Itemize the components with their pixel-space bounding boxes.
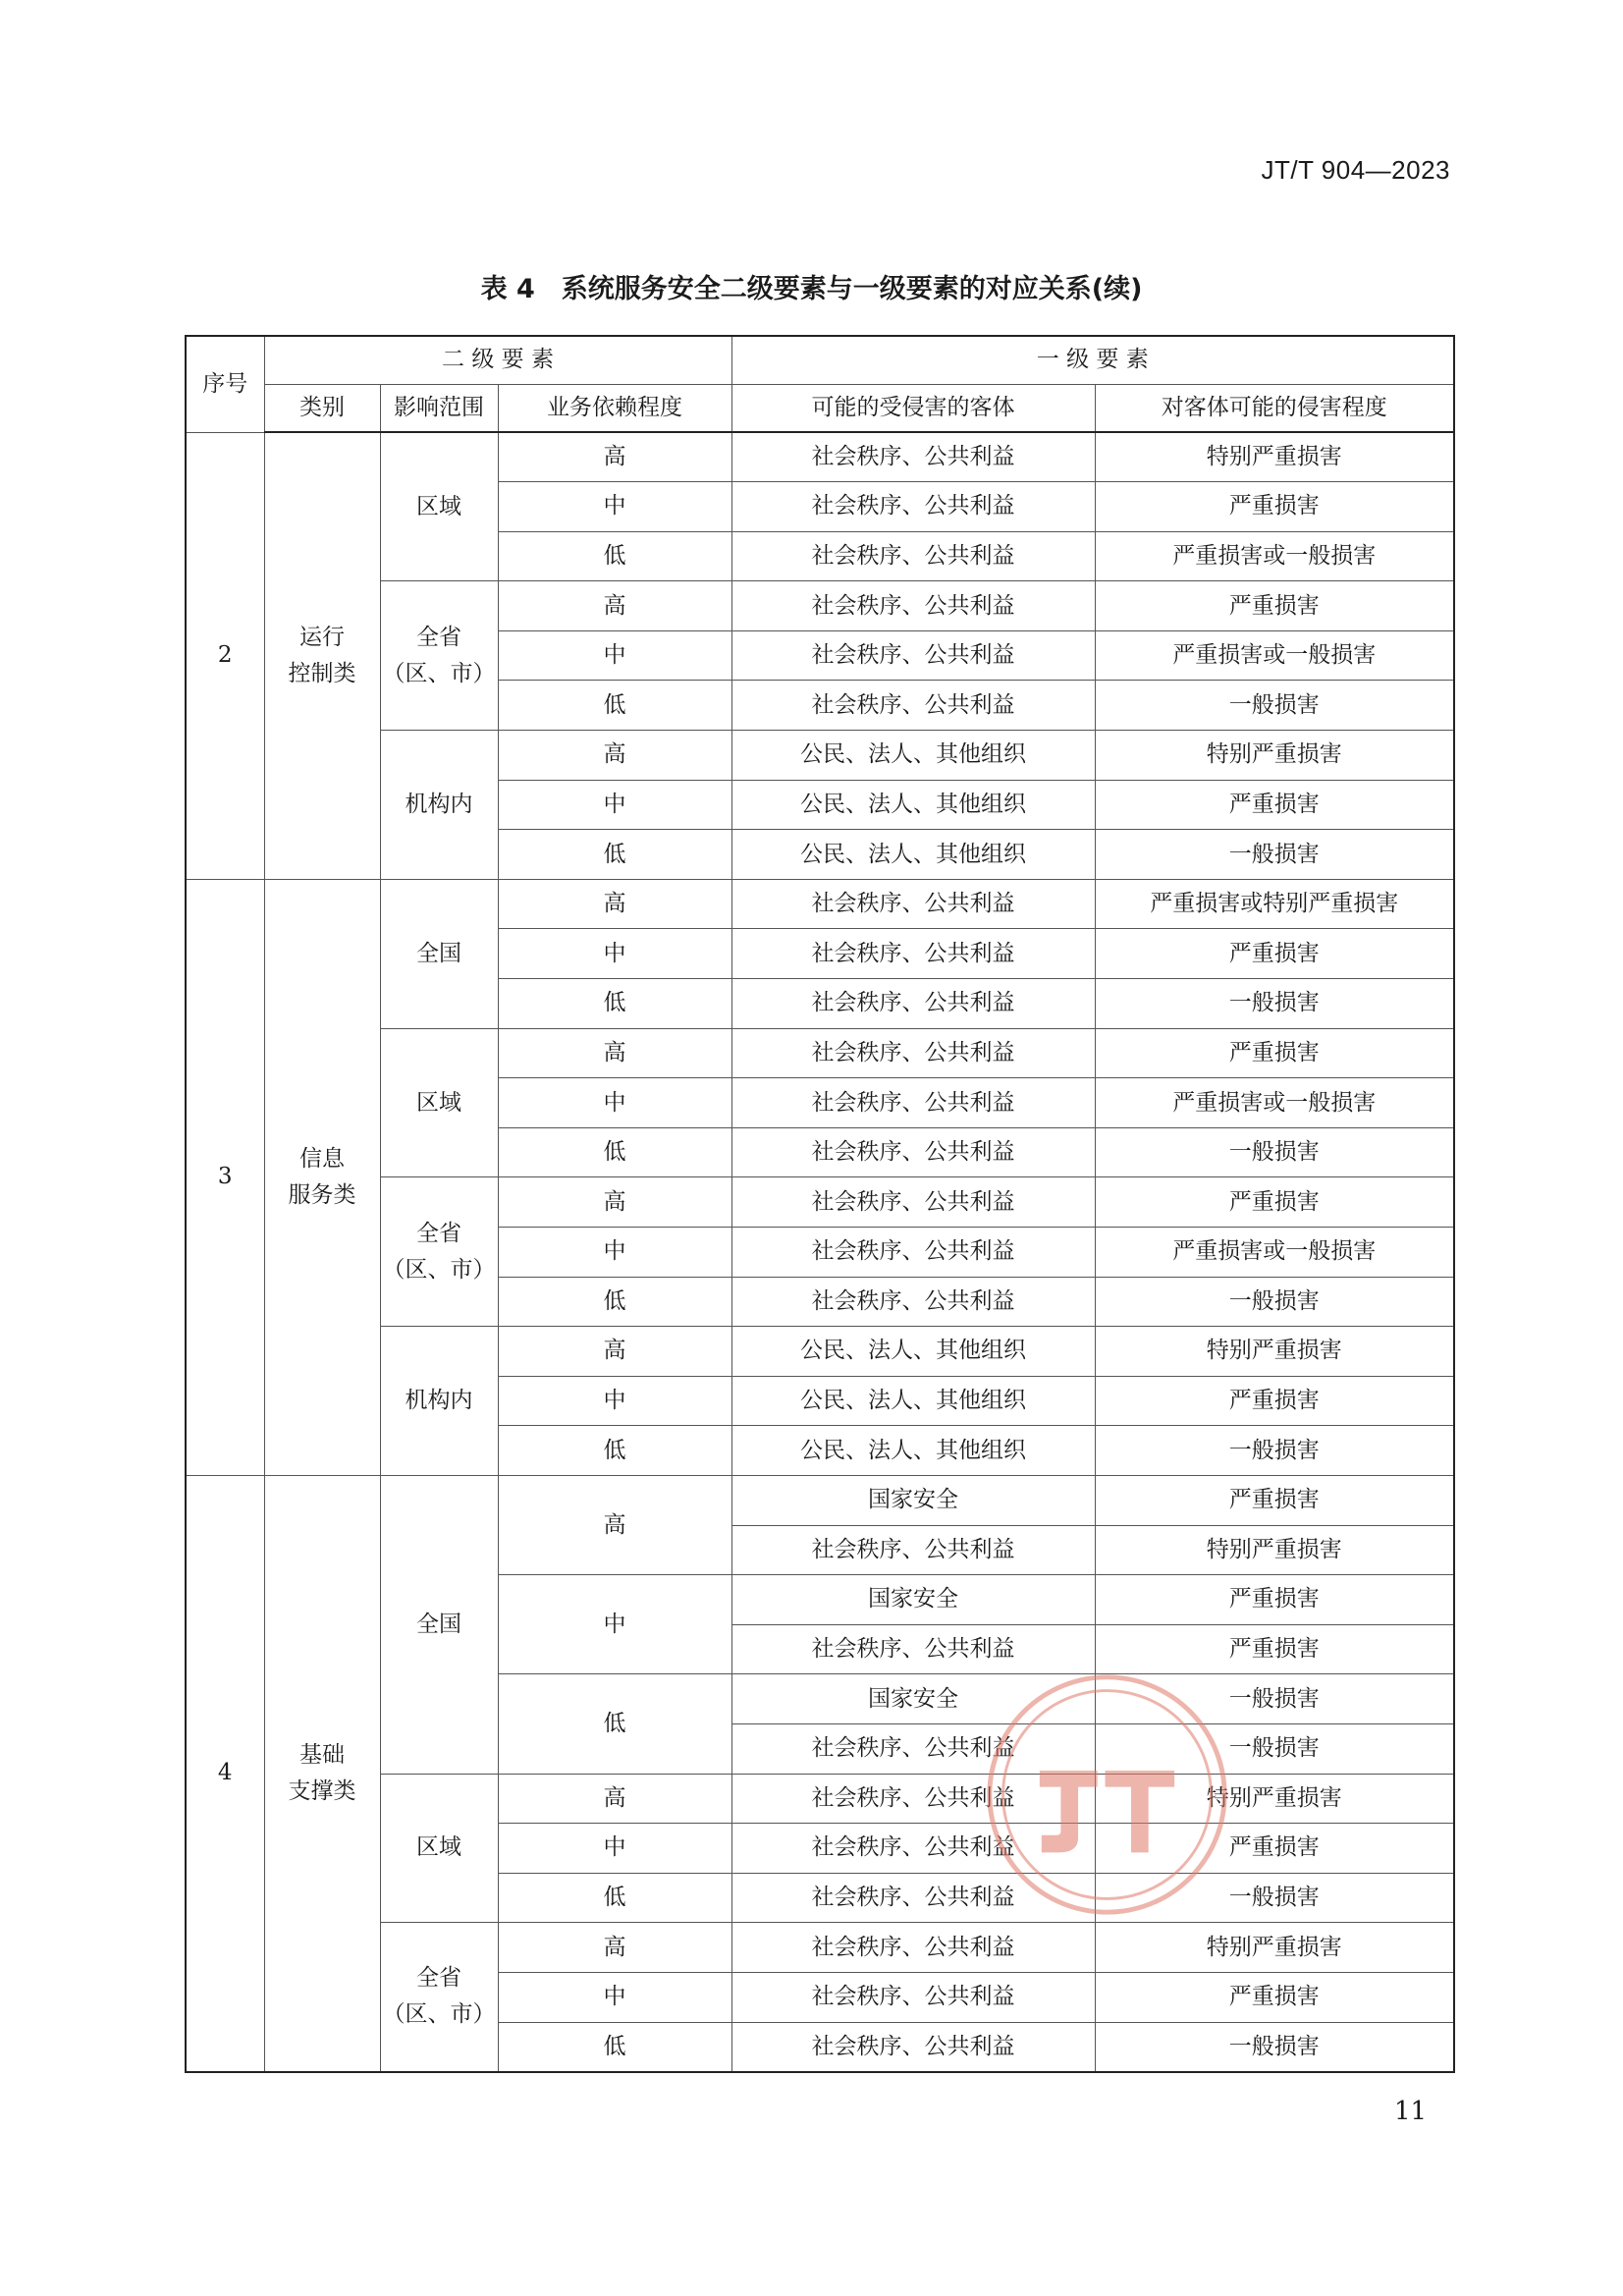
object-cell: 社会秩序、公共利益	[731, 681, 1095, 731]
table-body	[186, 432, 1454, 2072]
dependency-cell: 高	[498, 1177, 731, 1228]
degree-cell: 严重损害	[1095, 1972, 1454, 2022]
dependency-cell: 中	[498, 1972, 731, 2022]
header-category: 类别	[264, 384, 380, 432]
scope-line: 区域	[416, 1834, 461, 1861]
category-line: 信息	[299, 1145, 345, 1172]
object-cell: 社会秩序、公共利益	[731, 1723, 1095, 1774]
element-mapping-table	[185, 335, 1455, 2073]
object-cell: 社会秩序、公共利益	[731, 1824, 1095, 1874]
scope-line: 全国	[416, 940, 461, 966]
dependency-cell: 低	[498, 1426, 731, 1476]
scope-cell	[380, 432, 498, 581]
object-cell: 公民、法人、其他组织	[731, 830, 1095, 880]
scope-cell	[380, 1475, 498, 1774]
dependency-cell: 中	[498, 780, 731, 830]
scope-line: 全省	[416, 624, 461, 650]
dependency-cell: 低	[498, 681, 731, 731]
dependency-cell: 高	[498, 1327, 731, 1377]
dependency-cell: 低	[498, 2022, 731, 2072]
dependency-cell: 低	[498, 1674, 731, 1774]
dependency-cell: 低	[498, 531, 731, 581]
header-dependency: 业务依赖程度	[498, 384, 731, 432]
dependency-cell: 低	[498, 830, 731, 880]
scope-line: 全省	[416, 1220, 461, 1246]
scope-line: 区域	[416, 1089, 461, 1116]
object-cell: 公民、法人、其他组织	[731, 1426, 1095, 1476]
object-cell: 社会秩序、公共利益	[731, 929, 1095, 979]
category-line: 运行	[299, 624, 345, 650]
degree-cell: 一般损害	[1095, 2022, 1454, 2072]
degree-cell: 严重损害	[1095, 1824, 1454, 1874]
object-cell: 社会秩序、公共利益	[731, 531, 1095, 581]
dependency-cell: 高	[498, 1923, 731, 1973]
dependency-cell: 中	[498, 1376, 731, 1426]
degree-cell: 严重损害或一般损害	[1095, 1228, 1454, 1278]
degree-cell: 一般损害	[1095, 1127, 1454, 1177]
object-cell: 社会秩序、公共利益	[731, 1873, 1095, 1923]
category-cell	[264, 432, 380, 879]
degree-cell: 特别严重损害	[1095, 1774, 1454, 1824]
degree-cell: 严重损害	[1095, 1624, 1454, 1674]
header-row-columns	[186, 384, 1454, 432]
object-cell: 公民、法人、其他组织	[731, 1376, 1095, 1426]
dependency-cell: 高	[498, 1774, 731, 1824]
header-secondary-elements: 二 级 要 素	[264, 336, 731, 384]
category-line: 控制类	[288, 660, 356, 686]
object-cell: 社会秩序、公共利益	[731, 1228, 1095, 1278]
category-cell	[264, 879, 380, 1475]
seq-cell: 2	[186, 432, 264, 879]
table-row	[186, 1475, 1454, 1525]
seq-cell: 4	[186, 1475, 264, 2071]
dependency-cell: 中	[498, 1078, 731, 1128]
dependency-cell: 高	[498, 1475, 731, 1574]
table-title: 表 4 系统服务安全二级要素与一级要素的对应关系(续)	[480, 274, 1143, 304]
dependency-cell: 高	[498, 879, 731, 929]
dependency-cell: 中	[498, 1575, 731, 1674]
document-code: JT/T 904—2023	[1261, 155, 1450, 185]
object-cell: 公民、法人、其他组织	[731, 1327, 1095, 1377]
degree-cell: 一般损害	[1095, 1873, 1454, 1923]
object-cell: 社会秩序、公共利益	[731, 2022, 1095, 2072]
object-cell: 社会秩序、公共利益	[731, 1972, 1095, 2022]
degree-cell: 一般损害	[1095, 1674, 1454, 1724]
object-cell: 社会秩序、公共利益	[731, 879, 1095, 929]
object-cell: 公民、法人、其他组织	[731, 731, 1095, 781]
dependency-cell: 中	[498, 630, 731, 681]
object-cell: 社会秩序、公共利益	[731, 432, 1095, 482]
object-cell: 社会秩序、公共利益	[731, 1774, 1095, 1824]
degree-cell: 一般损害	[1095, 681, 1454, 731]
degree-cell: 一般损害	[1095, 979, 1454, 1029]
category-line: 服务类	[288, 1181, 356, 1208]
dependency-cell: 低	[498, 1127, 731, 1177]
header-object: 可能的受侵害的客体	[731, 384, 1095, 432]
degree-cell: 一般损害	[1095, 1426, 1454, 1476]
degree-cell: 特别严重损害	[1095, 432, 1454, 482]
header-seq: 序号	[186, 336, 264, 432]
scope-line: （区、市）	[382, 1256, 496, 1283]
object-cell: 社会秩序、公共利益	[731, 1525, 1095, 1575]
category-cell	[264, 1475, 380, 2071]
degree-cell: 严重损害	[1095, 1028, 1454, 1078]
category-line: 支撑类	[288, 1777, 356, 1804]
degree-cell: 严重损害或一般损害	[1095, 1078, 1454, 1128]
header-scope: 影响范围	[380, 384, 498, 432]
scope-line: 机构内	[405, 1388, 473, 1414]
degree-cell: 严重损害	[1095, 1376, 1454, 1426]
dependency-cell: 高	[498, 432, 731, 482]
dependency-cell: 高	[498, 731, 731, 781]
scope-cell	[380, 879, 498, 1028]
scope-cell	[380, 581, 498, 731]
object-cell: 社会秩序、公共利益	[731, 1028, 1095, 1078]
header-primary-elements: 一 级 要 素	[731, 336, 1454, 384]
degree-cell: 严重损害	[1095, 780, 1454, 830]
dependency-cell: 中	[498, 929, 731, 979]
object-cell: 国家安全	[731, 1575, 1095, 1625]
object-cell: 社会秩序、公共利益	[731, 1177, 1095, 1228]
dependency-cell: 中	[498, 482, 731, 532]
object-cell: 社会秩序、公共利益	[731, 1277, 1095, 1327]
scope-line: 机构内	[405, 791, 473, 817]
degree-cell: 特别严重损害	[1095, 1525, 1454, 1575]
degree-cell: 严重损害	[1095, 581, 1454, 631]
scope-line: （区、市）	[382, 660, 496, 686]
scope-line: 全省	[416, 1965, 461, 1992]
degree-cell: 特别严重损害	[1095, 1327, 1454, 1377]
seq-cell: 3	[186, 879, 264, 1475]
table-row	[186, 879, 1454, 929]
degree-cell: 严重损害或一般损害	[1095, 531, 1454, 581]
object-cell: 社会秩序、公共利益	[731, 581, 1095, 631]
degree-cell: 严重损害	[1095, 1475, 1454, 1525]
scope-cell	[380, 1923, 498, 2072]
scope-cell	[380, 1774, 498, 1923]
object-cell: 社会秩序、公共利益	[731, 1923, 1095, 1973]
degree-cell: 一般损害	[1095, 830, 1454, 880]
table-row	[186, 432, 1454, 482]
page-number: 11	[1394, 2097, 1428, 2126]
scope-line: （区、市）	[382, 2001, 496, 2028]
header-degree: 对客体可能的侵害程度	[1095, 384, 1454, 432]
dependency-cell: 中	[498, 1228, 731, 1278]
dependency-cell: 低	[498, 1277, 731, 1327]
scope-line: 全国	[416, 1611, 461, 1637]
dependency-cell: 低	[498, 1873, 731, 1923]
object-cell: 社会秩序、公共利益	[731, 979, 1095, 1029]
dependency-cell: 高	[498, 1028, 731, 1078]
object-cell: 公民、法人、其他组织	[731, 780, 1095, 830]
object-cell: 社会秩序、公共利益	[731, 1078, 1095, 1128]
degree-cell: 严重损害	[1095, 482, 1454, 532]
degree-cell: 特别严重损害	[1095, 731, 1454, 781]
degree-cell: 严重损害或特别严重损害	[1095, 879, 1454, 929]
scope-cell	[380, 731, 498, 880]
object-cell: 国家安全	[731, 1674, 1095, 1724]
degree-cell: 一般损害	[1095, 1723, 1454, 1774]
object-cell: 社会秩序、公共利益	[731, 1624, 1095, 1674]
dependency-cell: 低	[498, 979, 731, 1029]
dependency-cell: 中	[498, 1824, 731, 1874]
header-row-group	[186, 336, 1454, 384]
scope-line: 区域	[416, 493, 461, 519]
dependency-cell: 高	[498, 581, 731, 631]
degree-cell: 一般损害	[1095, 1277, 1454, 1327]
degree-cell: 特别严重损害	[1095, 1923, 1454, 1973]
scope-cell	[380, 1028, 498, 1177]
scope-cell	[380, 1177, 498, 1327]
category-line: 基础	[299, 1741, 345, 1768]
degree-cell: 严重损害或一般损害	[1095, 630, 1454, 681]
scope-cell	[380, 1327, 498, 1476]
degree-cell: 严重损害	[1095, 1575, 1454, 1625]
degree-cell: 严重损害	[1095, 1177, 1454, 1228]
object-cell: 社会秩序、公共利益	[731, 630, 1095, 681]
degree-cell: 严重损害	[1095, 929, 1454, 979]
object-cell: 社会秩序、公共利益	[731, 1127, 1095, 1177]
object-cell: 社会秩序、公共利益	[731, 482, 1095, 532]
object-cell: 国家安全	[731, 1475, 1095, 1525]
